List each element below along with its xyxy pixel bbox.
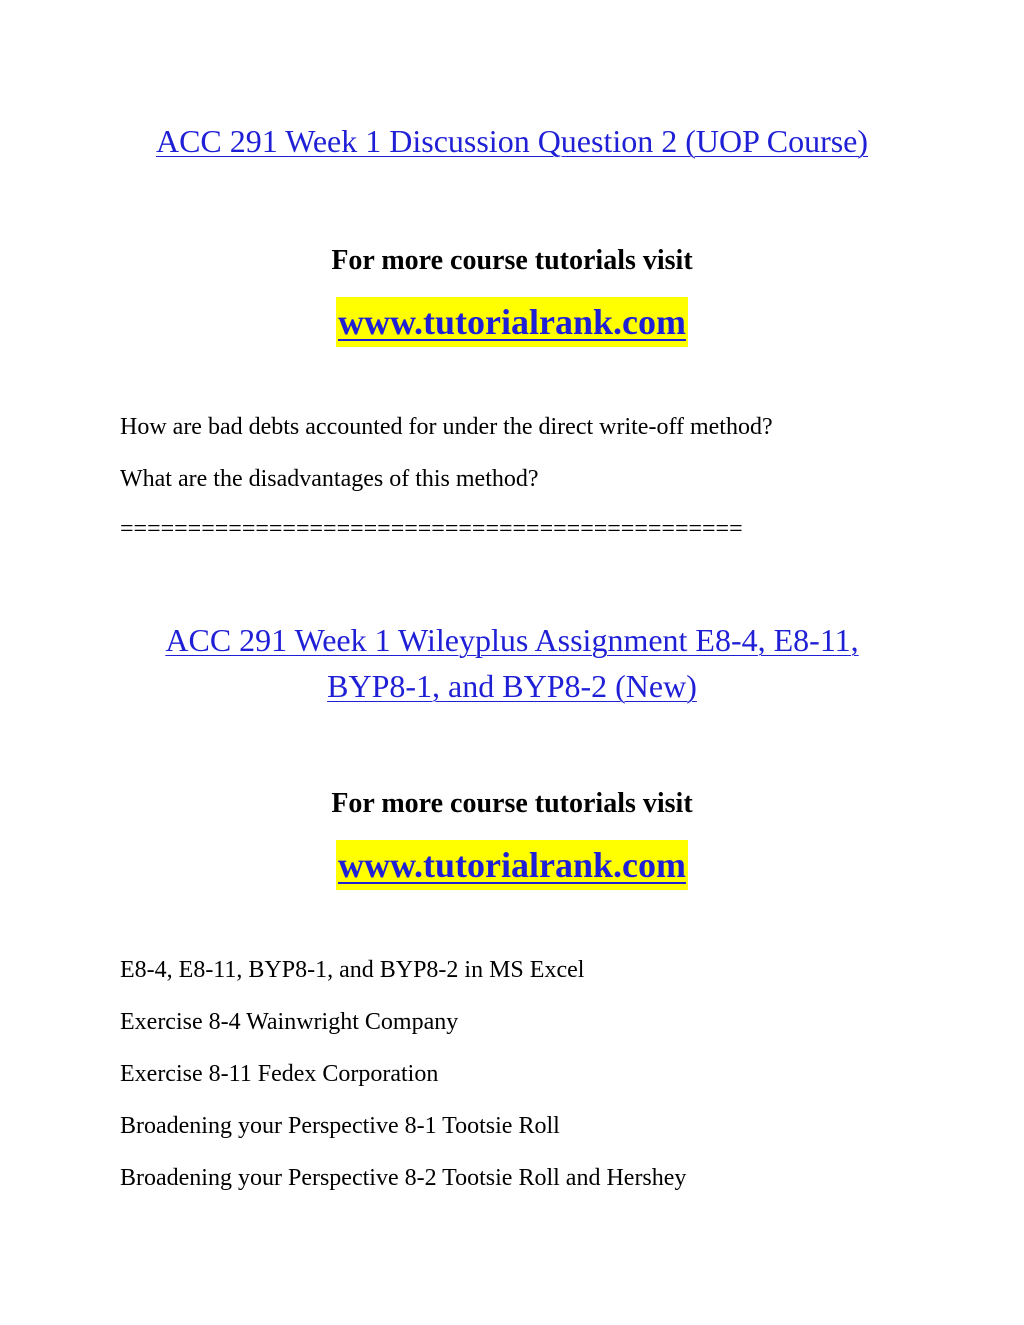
list-item: E8-4, E8-11, BYP8-1, and BYP8-2 in MS Excel [120,957,585,983]
section1-heading-link[interactable]: ACC 291 Week 1 Discussion Question 2 (UOP Course) [155,123,869,159]
list-item: Exercise 8-11 Fedex Corporation [120,1061,439,1087]
section1-site-link[interactable]: www.tutorialrank.com [336,297,688,347]
section1-paragraph: How are bad debts accounted for under the direct write-off method? [120,414,773,440]
list-item: Broadening your Perspective 8-1 Tootsie Roll [120,1113,560,1139]
section2-visit-text: For more course tutorials visit [331,788,693,819]
separator-line: ============================================== [120,516,743,542]
section1-visit-text: For more course tutorials visit [331,245,693,276]
list-item: Exercise 8-4 Wainwright Company [120,1009,459,1035]
list-item: Broadening your Perspective 8-2 Tootsie Roll and Hershey [120,1165,687,1191]
section1-site-link-wrap [0,297,1024,347]
section2-site-link[interactable]: www.tutorialrank.com [336,840,688,890]
section2-site-link-wrap [0,840,1024,890]
section2-heading-link-line2[interactable]: BYP8-1, and BYP8-2 (New) [327,668,697,704]
section1-paragraph: What are the disadvantages of this method? [120,466,539,492]
section2-heading-link-line1[interactable]: ACC 291 Week 1 Wileyplus Assignment E8-4, E8-11, [165,622,859,658]
